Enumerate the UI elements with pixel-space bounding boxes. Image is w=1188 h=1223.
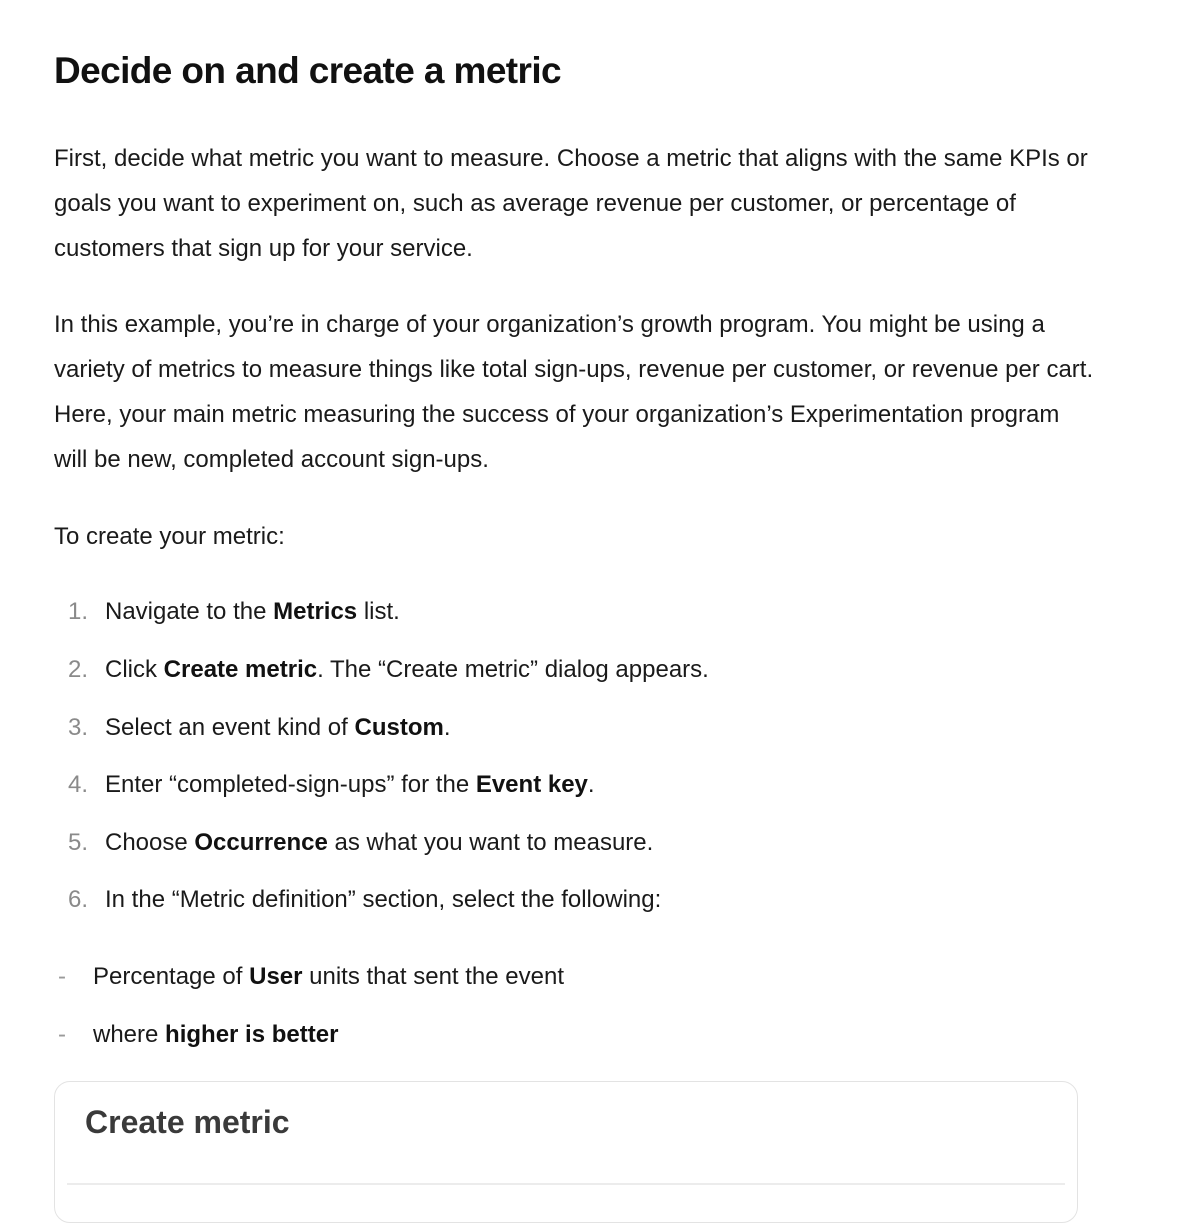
bullet-item [54,1015,1094,1055]
bullet-text: where higher is better [93,1021,339,1048]
example-paragraph: In this example, you’re in charge of your organization’s growth program. You might be using a variety of metrics to measure things like total sign-ups, revenue per customer, or revenue per cart. Here, your main metric measuring the success of your organization’s Experimentation program will be new, completed account sign-ups. [54,311,1094,473]
step-item [54,708,1094,748]
page-title: Decide on and create a metric [54,50,561,91]
step-text: Choose Occurrence as what you want to measure. [105,829,654,856]
create-metric-dialog-screenshot [54,1081,1078,1223]
step-number: 1. [68,598,89,625]
step-item [54,765,1094,805]
step-text: In the “Metric definition” section, select the following: [105,886,662,913]
bullet-text: Percentage of User units that sent the event [93,963,564,990]
step-item [54,592,1094,632]
step-item [54,880,1094,920]
dialog-divider [67,1183,1065,1185]
steps-lead-in: To create your metric: [54,523,285,550]
bullet-dash: - [58,963,66,990]
step-number: 5. [68,829,89,856]
dialog-title: Create metric [85,1104,290,1140]
step-text: Click Create metric. The “Create metric” dialog appears. [105,656,709,683]
step-text: Select an event kind of Custom. [105,714,451,741]
step-text: Enter “completed-sign-ups” for the Event key. [105,771,595,798]
step-number: 2. [68,656,89,683]
step-text: Navigate to the Metrics list. [105,598,400,625]
step-number: 6. [68,886,89,913]
step-item [54,823,1094,863]
bullet-dash: - [58,1021,66,1048]
step-item [54,650,1094,690]
intro-paragraph: First, decide what metric you want to measure. Choose a metric that aligns with the same KPIs or goals you want to experiment on, such as average revenue per customer, or percentage of customers that sign up for your service. [54,145,1088,262]
step-number: 4. [68,771,89,798]
step-number: 3. [68,714,89,741]
bullet-item [54,957,1094,997]
